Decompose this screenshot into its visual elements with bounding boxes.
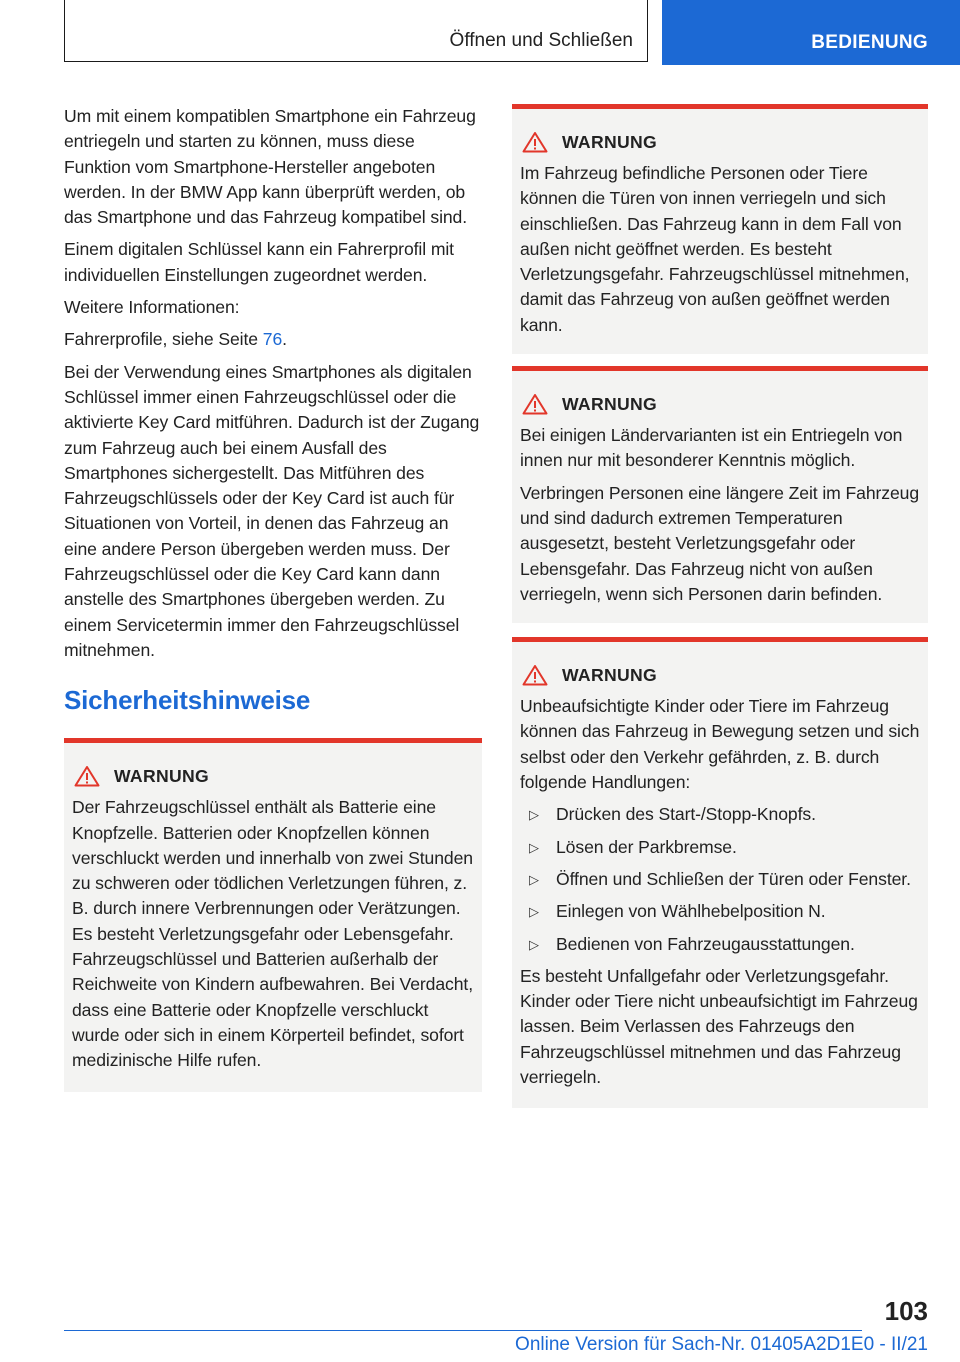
action-list — [520, 802, 921, 956]
header-chapter-title: BEDIENUNG — [811, 32, 928, 53]
header-section-title-box — [64, 0, 648, 62]
warning-triangle-icon — [74, 765, 100, 787]
warning-text: Verbringen Personen eine längere Zeit im Fahrzeug und sind dadurch extremen Temperaturen ausgesetzt, besteht Verletzungsgefahr oder Lebensgefahr. Das Fahrzeug nicht von außen verriegeln, wenn sich Personen darin befinden. — [520, 482, 920, 604]
paragraph-driver-profile: Einem digitalen Schlüssel kann ein Fahrerprofil mit individuellen Einstellungen zugeordnet werden. — [64, 239, 454, 285]
list-item: ▷ Bedienen von Fahrzeugausstattungen. — [520, 932, 921, 957]
bullet-triangle-icon: ▷ — [529, 839, 539, 855]
left-column — [64, 104, 482, 1092]
bullet-triangle-icon: ▷ — [529, 936, 539, 952]
cross-reference — [64, 327, 482, 352]
bullet-triangle-icon: ▷ — [529, 871, 539, 887]
cross-reference-suffix: . — [282, 329, 287, 350]
warning-triangle-icon — [522, 664, 548, 686]
warning-text: Der Fahrzeugschlüssel enthält als Batterie eine Knopfzelle. Batterien oder Knopfzellen können verschluckt werden und innerhalb von zwei Stunden zu schweren oder tödlichen Verletzungen führen, z. B. durch innere Verbrennungen oder Verätzungen. Es besteht Verletzungsgefahr oder Lebensgefahr. Fahrzeugschlüssel und Batterien außerhalb der Reichweite von Kindern aufbewahren. Bei Verdacht, dass eine Batterie oder Knopfzelle verschluckt wurde oder sich in einem Körperteil befindet, sofort medizinische Hilfe rufen. — [72, 797, 473, 1071]
warning-header — [522, 131, 921, 153]
warning-header — [74, 765, 475, 787]
section-heading-safety: Sicherheitshinweise — [64, 685, 311, 716]
cross-reference-text: Fahrerprofile, siehe Seite — [64, 329, 263, 350]
page-link-76[interactable]: 76 — [262, 329, 283, 350]
header-section-title: Öffnen und Schließen — [449, 30, 633, 51]
footer-online-version: Online Version für Sach-Nr. 01405A2D1E0 - II/21 — [515, 1334, 928, 1355]
warning-box-battery — [64, 738, 482, 1091]
warning-text: Im Fahrzeug befindliche Personen oder Tiere können die Türen von innen verriegeln und sich einschließen. Das Fahrzeug kann in dem Fall von außen nicht geöffnet werden. Es besteht Verletzungsgefahr. Fahrzeugschlüssel mitnehmen, damit das Fahrzeug von außen geöffnet werden kann. — [520, 163, 910, 335]
list-item: ▷ Einlegen von Wählhebelposition N. — [520, 899, 921, 924]
warning-header — [522, 664, 921, 686]
warning-header — [522, 393, 921, 415]
footer-divider — [64, 1330, 862, 1331]
page-number: 103 — [884, 1296, 928, 1326]
header-chapter-tab — [662, 0, 960, 65]
warning-triangle-icon — [522, 393, 548, 415]
warning-box-unattended-children — [512, 637, 928, 1108]
warning-triangle-icon — [522, 131, 548, 153]
warning-title: WARNUNG — [114, 765, 209, 786]
warning-text: Bei einigen Ländervarianten ist ein Entriegeln von innen nur mit besonderer Kenntnis möglich. — [520, 425, 903, 471]
paragraph-smartphone-key: Bei der Verwendung eines Smartphones als digitalen Schlüssel immer einen Fahrzeugschlüssel oder die aktivierte Key Card mitführen. Dadurch ist der Zugang zum Fahrzeug auch bei einem Ausfall des Smartphones sichergestellt. Das Mitführen des Fahrzeugschlüssels oder der Key Card ist auch für Situationen von Vorteil, in denen das Fahrzeug an eine andere Person übergeben werden muss. Der Fahrzeugschlüssel oder die Key Card kann dann anstelle des Smartphones übergeben werden. Zu einem Servicetermin immer den Fahrzeugschlüssel mitnehmen. — [64, 361, 480, 660]
warning-outro: Es besteht Unfallgefahr oder Verletzungsgefahr. Kinder oder Tiere nicht unbeaufsichtigt im Fahrzeug lassen. Beim Verlassen des Fahrzeugs den Fahrzeugschlüssel mitnehmen und das Fahrzeug verriegeln. — [520, 965, 918, 1088]
list-item: ▷ Öffnen und Schließen der Türen oder Fenster. — [520, 867, 921, 892]
warning-title: WARNUNG — [562, 664, 657, 685]
bullet-triangle-icon: ▷ — [529, 807, 539, 823]
paragraph-more-info: Weitere Informationen: — [64, 297, 240, 318]
warning-title: WARNUNG — [562, 131, 657, 152]
warning-box-locked-in — [512, 104, 928, 354]
warning-box-country-variants — [512, 366, 928, 623]
list-item: ▷ Lösen der Parkbremse. — [520, 835, 921, 860]
warning-title: WARNUNG — [562, 393, 657, 414]
warning-intro: Unbeaufsichtigte Kinder oder Tiere im Fahrzeug können das Fahrzeug in Bewegung setzen und sich selbst oder den Verkehr gefährden, z. B. durch folgende Handlungen: — [520, 696, 920, 793]
right-column — [512, 104, 928, 1108]
list-item: ▷ Drücken des Start-/Stopp-Knopfs. — [520, 802, 921, 827]
bullet-triangle-icon: ▷ — [529, 904, 539, 920]
paragraph-compatibility: Um mit einem kompatiblen Smartphone ein Fahrzeug entriegeln und starten zu können, muss diese Funktion vom Smartphone-Hersteller angeboten werden. In der BMW App kann überprüft werden, ob das Smartphone und das Fahrzeug kompatibel sind. — [64, 106, 476, 228]
